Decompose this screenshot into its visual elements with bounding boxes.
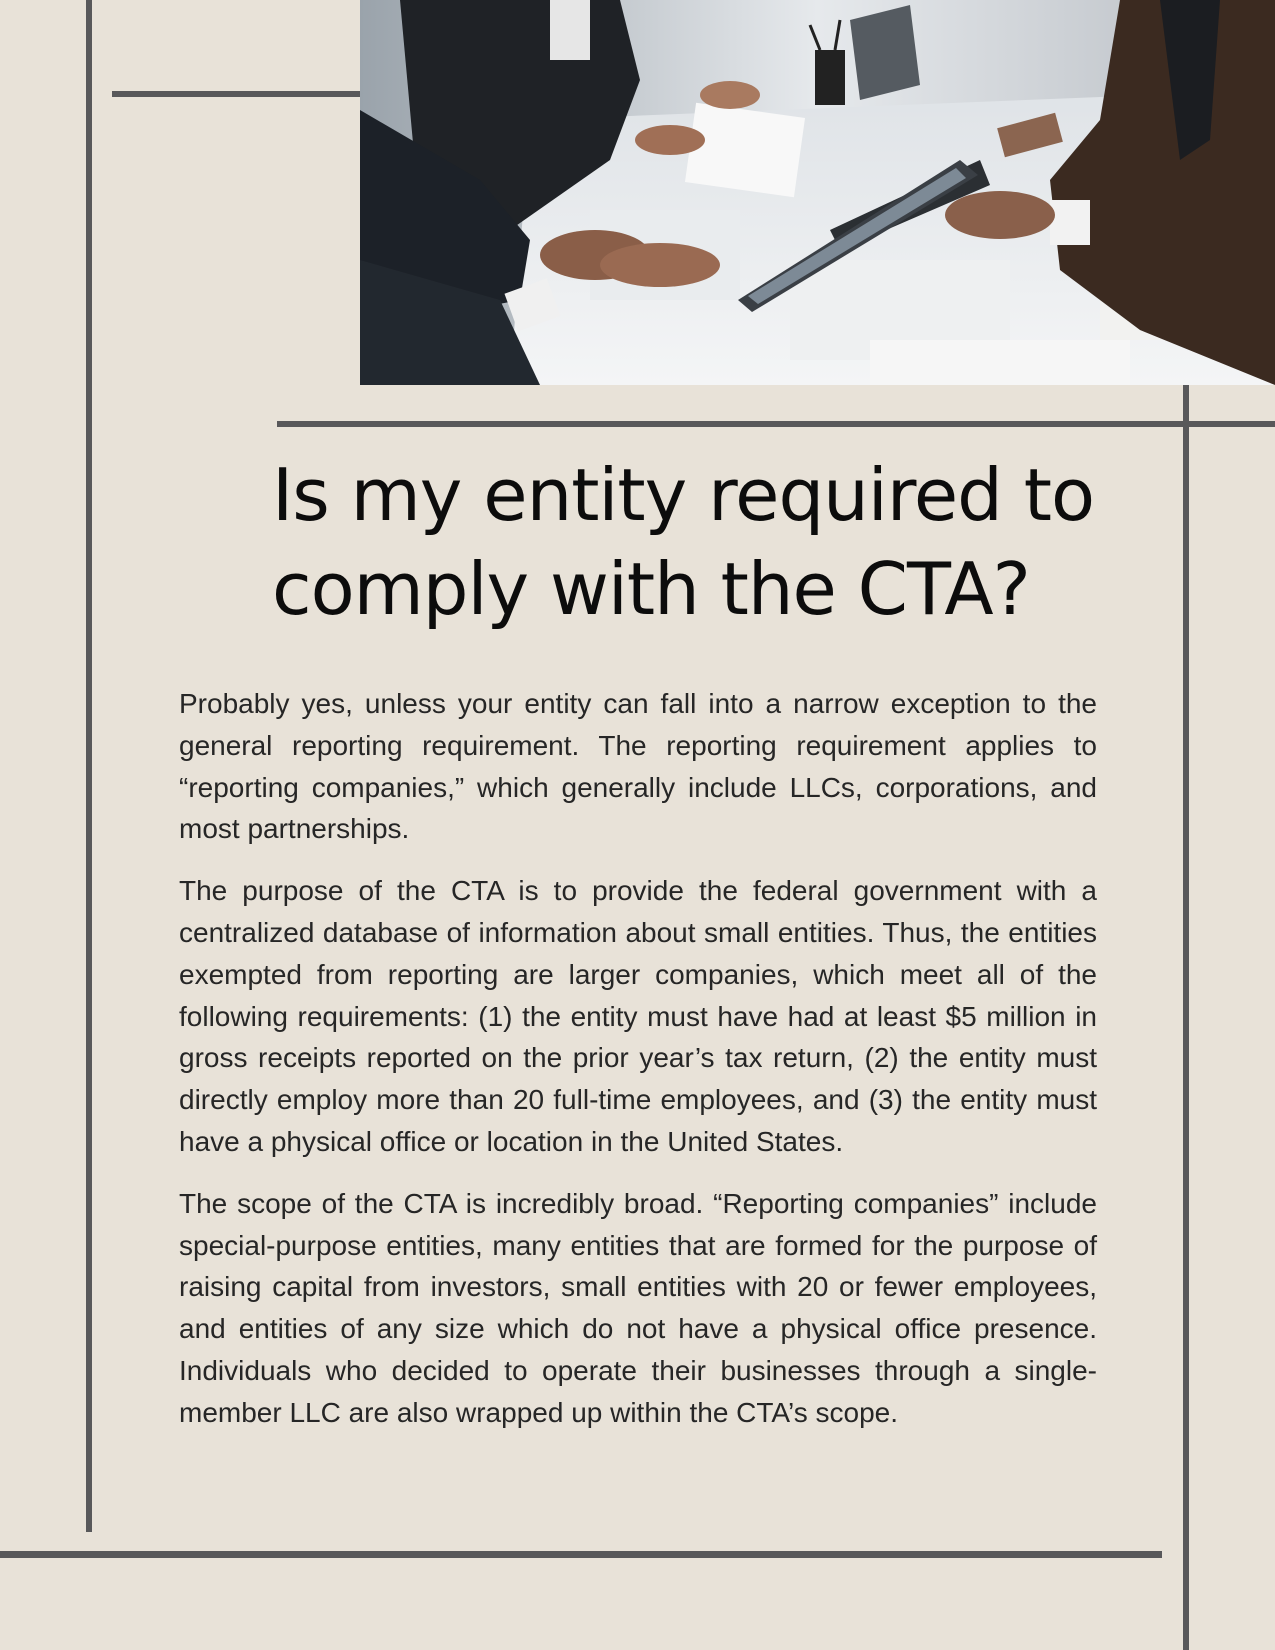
business-meeting-photo-icon: [360, 0, 1275, 385]
paragraph-intro: Probably yes, unless your entity can fall into a narrow exception to the general reporting requirement. The reporting requirement applies to “reporting companies,” which generally include LLCs, corporations, and most partnerships.: [179, 688, 1097, 845]
hero-photo: [360, 0, 1275, 385]
title-horizontal-rule: [277, 421, 1275, 427]
article-body: [179, 683, 1097, 1454]
top-left-horizontal-rule: [112, 91, 360, 97]
page-title: Is my entity required to comply with the CTA?: [272, 453, 1094, 631]
paragraph-scope: The scope of the CTA is incredibly broad. “Reporting companies” include special-purpose entities, many entities that are formed for the purpose of raising capital from investors, small entities with 20 or fewer employees, and entities of any size which do not have a physical office presence. Individuals who decided to operate their businesses through a single-member LLC are also wrapped up within the CTA’s scope.: [179, 1187, 1097, 1428]
bottom-horizontal-rule: [0, 1551, 1162, 1558]
left-vertical-rule: [86, 0, 92, 1532]
paragraph-purpose: The purpose of the CTA is to provide the federal government with a centralized database of information about small entities. Thus, the entities exempted from reporting are larger companies, which meet all of the following requirements: (1) the entity must have had at least $5 million in gross receipts reported on the prior year’s tax return, (2) the entity must directly employ more than 20 full-time employees, and (3) the entity must have a physical office or location in the United States.: [179, 875, 1097, 1157]
right-vertical-rule: [1183, 385, 1189, 1650]
